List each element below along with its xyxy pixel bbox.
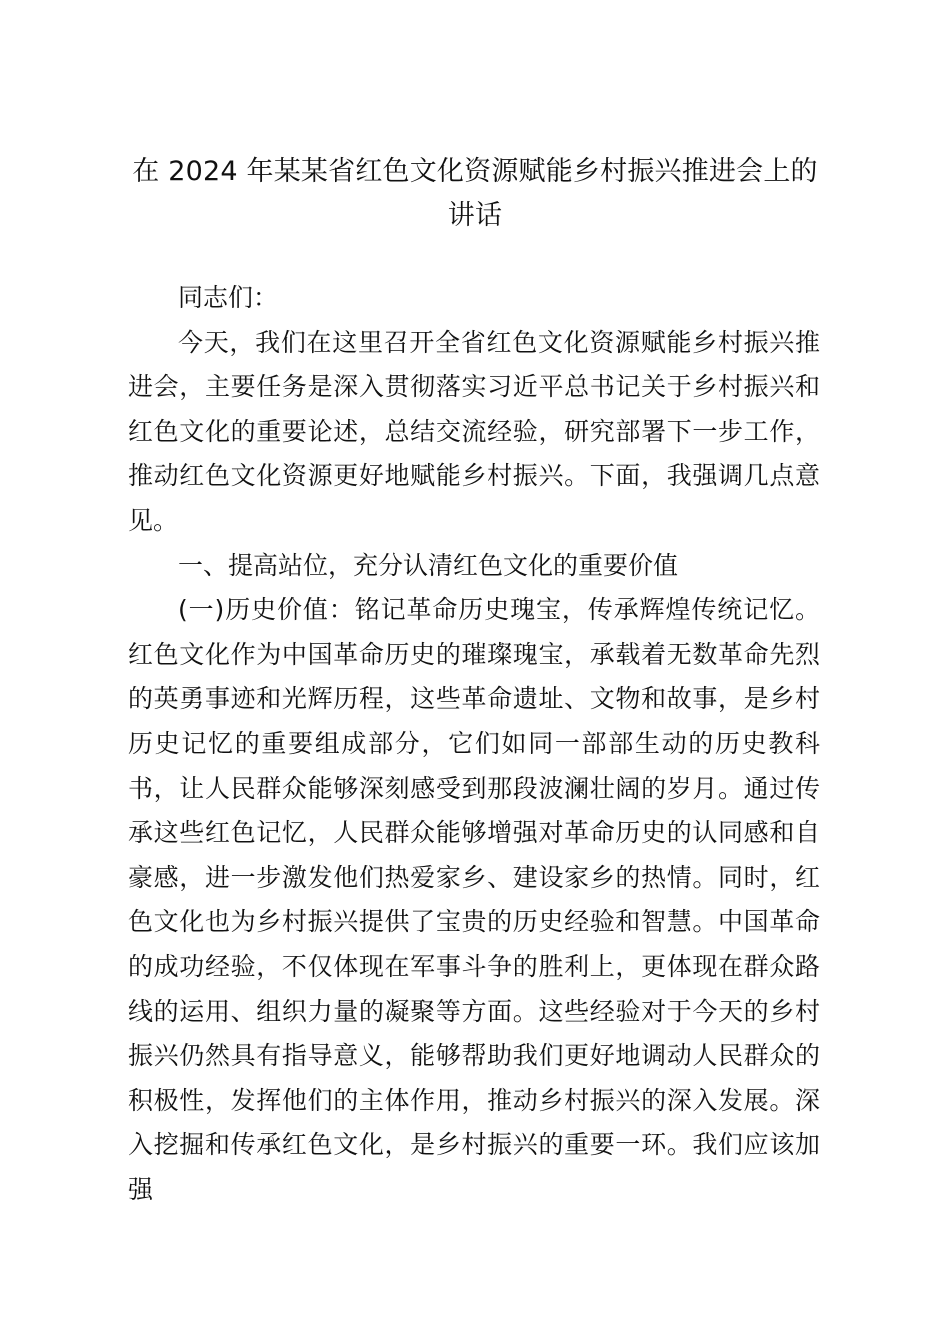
document-body <box>128 276 820 1212</box>
section-heading: 一、提高站位，充分认清红色文化的重要价值 <box>178 550 679 580</box>
paragraph-intro: 今天，我们在这里召开全省红色文化资源赋能乡村振兴推进会，主要任务是深入贯彻落实习近平总书记关于乡村振兴和红色文化的重要论述，总结交流经验，研究部署下一步工作，推动红色文化资源更好地赋能乡村振兴。下面，我强调几点意见。 <box>128 327 820 535</box>
document-title: 在 2024 年某某省红色文化资源赋能乡村振兴推进会上的讲话 <box>132 156 818 231</box>
salutation: 同志们： <box>178 283 279 312</box>
paragraph-historical-value: (一)历史价值：铭记革命历史瑰宝，传承辉煌传统记忆。红色文化作为中国革命历史的璀璨瑰宝，承载着无数革命先烈的英勇事迹和光辉历程，这些革命遗址、文物和故事，是乡村历史记忆的重要组成部分，它们如同一部部生动的历史教科书，让人民群众能够深刻感受到那段波澜壮阔的岁月。通过传承这些红色记忆，人民群众能够增强对革命历史的认同感和自豪感，进一步激发他们热爱家乡、建设家乡的热情。同时，红色文化也为乡村振兴提供了宝贵的历史经验和智慧。中国革命的成功经验，不仅体现在军事斗争的胜利上，更体现在群众路线的运用、组织力量的凝聚等方面。这些经验对于今天的乡村振兴仍然具有指导意义，能够帮助我们更好地调动人民群众的积极性，发挥他们的主体作用，推动乡村振兴的深入发展。深入挖掘和传承红色文化，是乡村振兴的重要一环。我们应该加强 <box>128 595 820 1204</box>
